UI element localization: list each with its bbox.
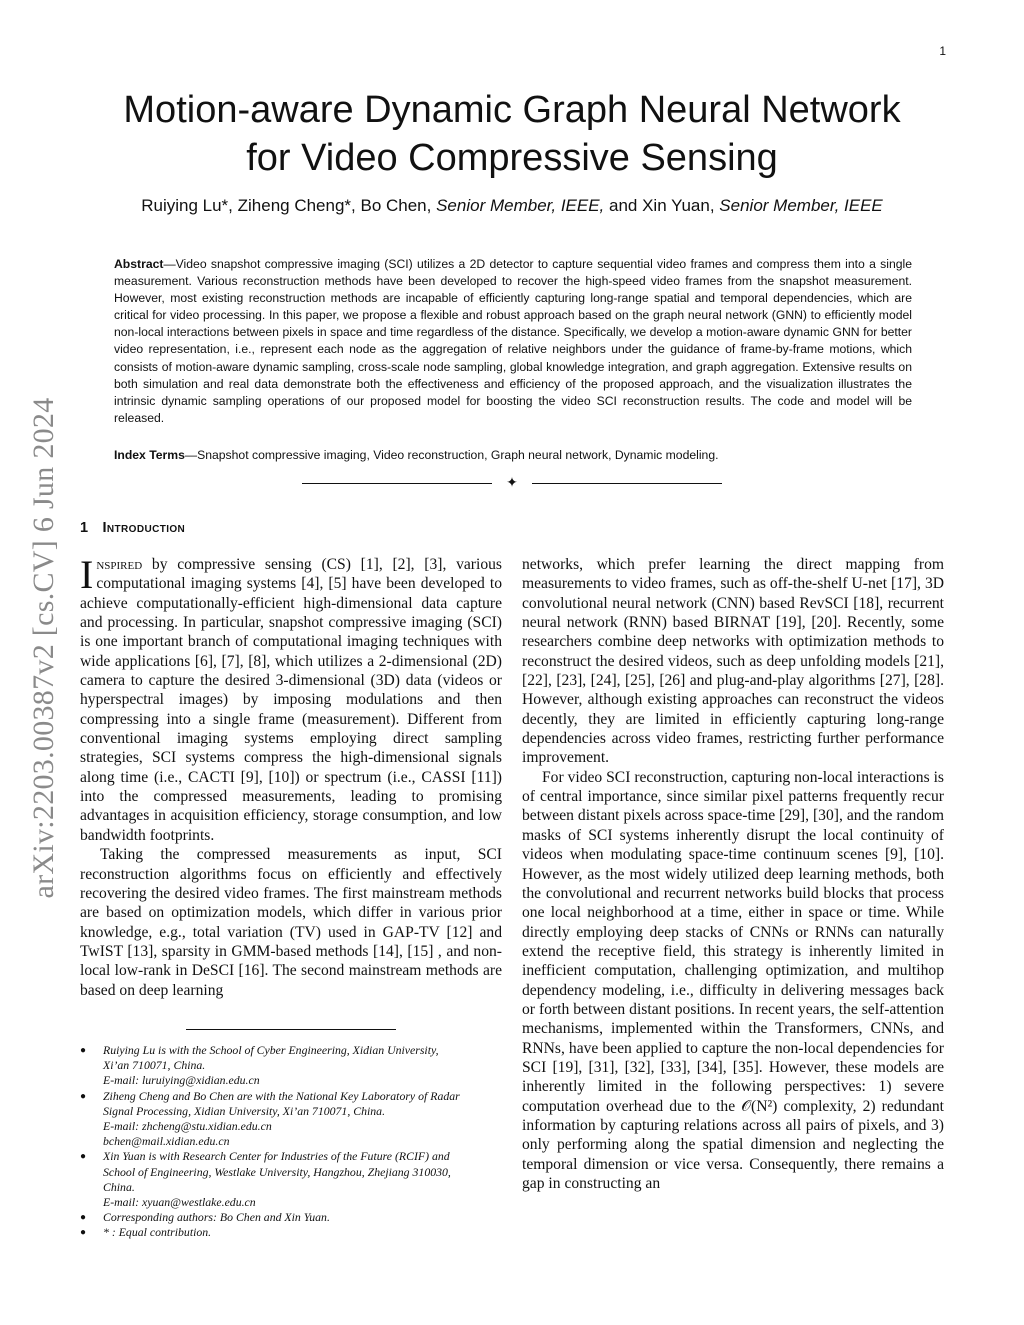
footnote-item: ● Xin Yuan is with Research Center for Industries of the Future (RCIF) and School of Engineering, Westlake University, Hangzhou, Zhejiang 310030, China. E-mail: xyuan@westlake.edu.cn xyxy=(80,1149,451,1210)
divider-line-left xyxy=(302,483,492,484)
divider-line-right xyxy=(532,483,722,484)
divider-diamond-icon: ✦ xyxy=(506,476,518,491)
arxiv-identifier-stamp: arXiv:2203.00387v2 [cs.CV] 6 Jun 2024 xyxy=(27,397,60,899)
page-number: 1 xyxy=(939,44,946,58)
bullet-icon: ● xyxy=(80,1227,87,1239)
footnote-rule xyxy=(186,1029,396,1030)
dropcap-letter: I xyxy=(80,552,94,597)
section-title: Introduction xyxy=(102,520,186,536)
intro-paragraph-2: Taking the compressed measurements as input, SCI reconstruction algorithms focus on efficiently and effectively recovering the desired video frames. The first mainstream methods are based on optimization models, which differ in various prior knowledge, e.g., total variation (TV) used in GAP-TV [12] and TwIST [13], sparsity in GMM-based methods [14], [15] , and non-local low-rank in DeSCI [16]. The second mainstream methods are based on deep learning xyxy=(80,846,502,999)
footnote-item: ● Ruiying Lu is with the School of Cyber Engineering, Xidian University, Xi’an 710071, China. E-mail: luruiying@xidian.edu.cn xyxy=(80,1043,439,1088)
right-column xyxy=(522,555,944,1193)
abstract-label: Abstract xyxy=(114,257,164,271)
author-list: Ruiying Lu*, Ziheng Cheng*, Bo Chen, Senior Member, IEEE, and Xin Yuan, Senior Member, IEEE xyxy=(141,196,883,215)
title-block xyxy=(80,86,944,216)
bullet-icon: ● xyxy=(80,1151,87,1163)
title-line-1: Motion-aware Dynamic Graph Neural Network xyxy=(123,89,901,131)
section-number: 1 xyxy=(80,520,89,536)
intro-paragraph-4: For video SCI reconstruction, capturing non-local interactions is of central importance, since similar pixel patterns frequently recur between distant pixels across space-time [29], [30], and the random masks of SCI systems inherently disrupt the local continuity of videos when modulating space-time continuum scenes [9], [10]. However, as the most widely utilized deep learning methods, both the convolutional and recurrent networks build blocks that process one local neighborhood at a time, either in space or time. While directly employing deep stacks of CNNs or RNNs can naturally extend the receptive field, this strategy is inherently limited in inefficient computation, challenging optimization, and multihop dependency modeling, i.e., difficulty in delivering messages back or forth between distant positions. In recent years, the self-attention mechanisms, implemented within the Transformers, CNNs, and RNNs, have been applied to capture the non-local dependencies for SCI [19], [31], [32], [33], [34], [35]. However, these models are inherently limited in the following perspectives: 1) severe computation overhead due to the 𝒪(N²) complexity, 2) redundant information by capturing relations across all pairs of pixels, and 3) only performing along the spatial dimension and neglecting the temporal dimension or vice versa. Consequently, there remains a gap in constructing an xyxy=(522,768,944,1192)
footnote-item: ● * : Equal contribution. xyxy=(80,1225,212,1240)
section-divider xyxy=(302,476,722,492)
opening-word-smallcaps: nspired xyxy=(96,556,143,573)
intro-paragraph-3: networks, which prefer learning the direct mapping from measurements to video frames, such as off-the-shelf U-net [17], 3D convolutional neural network (CNN) based RevSCI [18], recurrent neural network (RNN) based BIRNAT [19], [20]. Recently, some researchers combine deep networks with optimization methods to reconstruct the desired videos, such as deep unfolding models [21], [22], [23], [24], [25], [26] and plug-and-play algorithms [27], [28]. However, although existing approaches can reconstruct the videos decently, they are limited in efficiently capturing long-range dependencies across video frames, restricting further performance improvement. xyxy=(522,556,944,767)
footnote-item: ● Corresponding authors: Bo Chen and Xin Yuan. xyxy=(80,1210,330,1225)
index-terms xyxy=(114,447,912,464)
paper-title xyxy=(80,86,944,182)
abstract-text: —Video snapshot compressive imaging (SCI) utilizes a 2D detector to capture sequential video frames and compress them into a single measurement. Various reconstruction methods have been developed to recover the high-speed video frames from the snapshot measurement. However, most existing reconstruction methods are incapable of efficiently capturing long-range spatial and temporal dependencies, which are critical for video processing. In this paper, we propose a flexible and robust approach based on the graph neural network (GNN) to efficiently model non-local interactions between pixels in space and time regardless of the distance. Specifically, we develop a motion-aware dynamic GNN for better video representation, i.e., represent each node as the aggregation of relative neighbors under the guidance of frame-by-frame motions, which consists of motion-aware dynamic sampling, cross-scale node sampling, global knowledge integration, and graph aggregation. Extensive results on both simulation and real data demonstrate both the effectiveness and efficiency of the proposed approach, and the visualization illustrates the intrinsic dynamic sampling operations of our proposed model for boosting the video SCI reconstruction results. The code and model will be released. xyxy=(114,257,912,425)
left-column xyxy=(80,552,502,1000)
bullet-icon: ● xyxy=(80,1090,87,1102)
index-terms-text: —Snapshot compressive imaging, Video reconstruction, Graph neural network, Dynamic modeling. xyxy=(184,448,719,462)
bullet-icon: ● xyxy=(80,1212,87,1224)
bullet-icon: ● xyxy=(80,1045,87,1056)
footnotes xyxy=(80,1043,502,1241)
footnote-item: ● Ziheng Cheng and Bo Chen are with the National Key Laboratory of Radar Signal Processing, Xidian University, Xi’an 710071, China. E-mail: zhcheng@stu.xidian.edu.cn bchen@mail.xidian.edu.cn xyxy=(80,1088,460,1149)
title-line-2: for Video Compressive Sensing xyxy=(246,137,778,179)
index-terms-label: Index Terms xyxy=(114,448,185,462)
abstract xyxy=(114,256,912,427)
intro-paragraph-1: Inspired by compressive sensing (CS) [1], [2], [3], various computational imaging systems [4], [5] have been developed to achieve computationally-efficient high-dimensional data capture and processing. In particular, snapshot compressive imaging (SCI) is one important branch of computational imaging techniques with wide applications [6], [7], [8], which utilizes a 2-dimensional (2D) camera to capture the desired 3-dimensional (3D) data (videos or hyperspectral images) by imposing modulations and then compressing into a single frame (measurement). Different from conventional imaging systems employing direct sampling strategies, SCI systems compress the high-dimensional signals along time (i.e., CACTI [9], [10]) or spectrum (i.e., CASSI [11]) into the compressed measurements, leading to promising advantages in acquisition efficiency, storage consumption, and low bandwidth footprints. xyxy=(80,552,502,844)
section-heading xyxy=(80,520,185,536)
